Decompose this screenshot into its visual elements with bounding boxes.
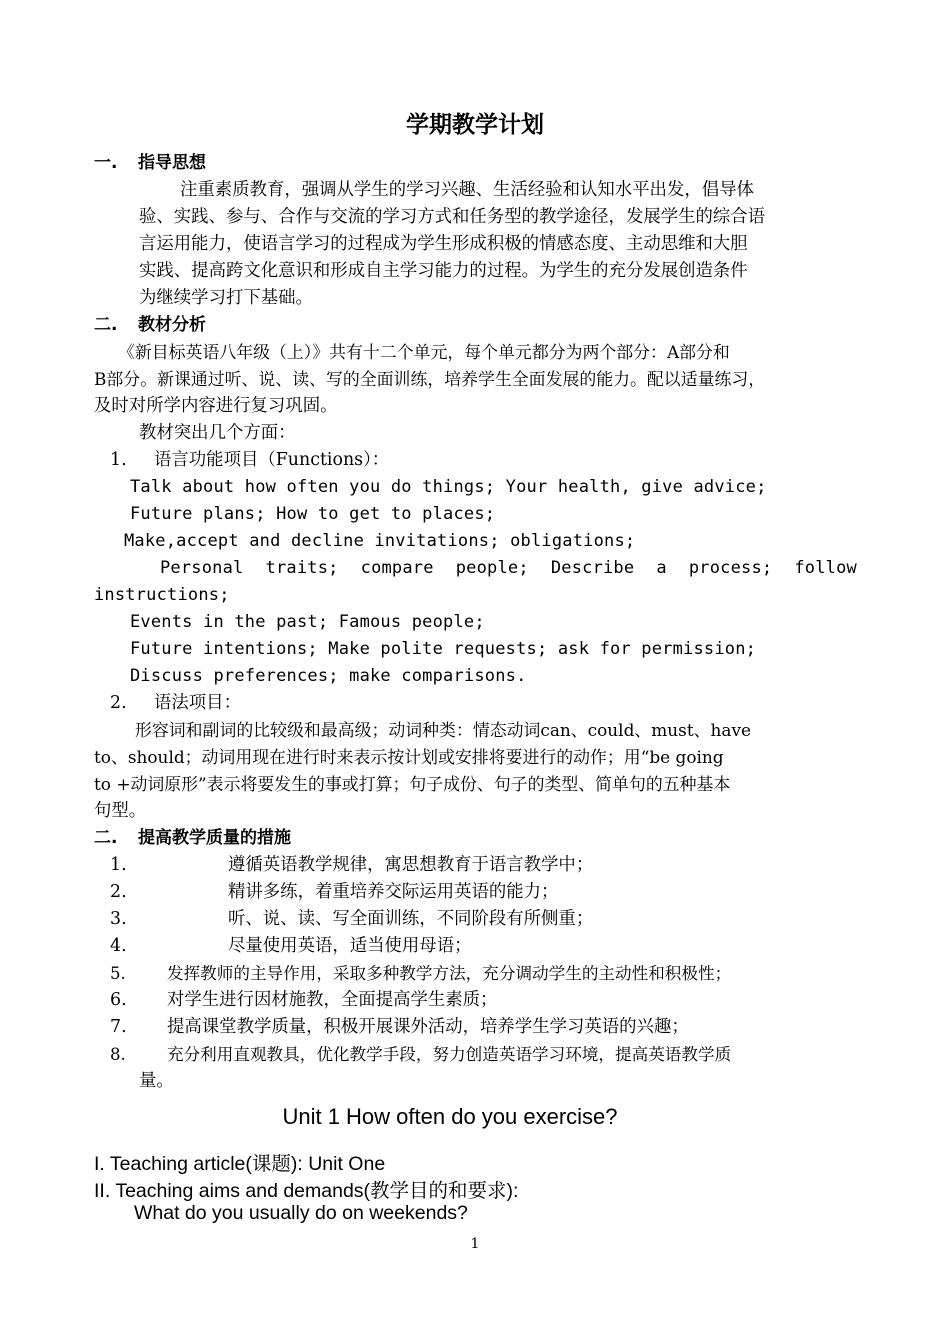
paragraph-line: 实践、提高跨文化意识和形成自主学习能力的过程。为学生的充分发展创造条件 [139,261,748,281]
function-line: Make,accept and decline invitations; obligations; [124,531,636,551]
paragraph-line: 注重素质教育，强调从学生的学习兴趣、生活经验和认知水平出发，倡导体 [180,180,754,200]
paragraph-line: 及时对所学内容进行复习巩固。 [94,396,338,416]
function-line: Future plans; How to get to places; [130,504,496,524]
list-item: 2. 精讲多练，着重培养交际运用英语的能力； [110,882,559,902]
paragraph-line: to +动词原形”表示将要发生的事或打算；句子成份、句子的类型、简单句的五种基本 [94,774,731,794]
function-line: Future intentions; Make polite requests; ask for permission; [130,639,757,659]
section-heading-3: 二. 提高教学质量的措施 [94,828,291,848]
list-item: 4. 尽量使用英语，适当使用母语； [110,936,472,956]
list-item: 3. 听、说、读、写全面训练，不同阶段有所侧重； [110,909,594,929]
unit-title: Unit 1 How often do you exercise? [282,1104,618,1129]
paragraph-line: 形容词和副词的比较级和最高级；动词种类：情态动词can、could、must、have [135,720,752,740]
section-heading-2: 二. 教材分析 [94,315,206,335]
list-item: 1. 语言功能项目（Functions）： [110,450,390,470]
paragraph-line: 《新目标英语八年级（上）》共有十二个单元，每个单元都分为两个部分：A部分和 [118,342,730,362]
list-item: 1. 遵循英语教学规律，寓思想教育于语言教学中； [110,855,594,875]
list-item: 2. 语法项目： [110,693,241,713]
section-heading-1: 一. 指导思想 [94,153,206,173]
list-item: 6. 对学生进行因材施教，全面提高学生素质； [110,990,498,1010]
page-title: 学期教学计划 [406,112,544,138]
paragraph-line: 验、实践、参与、合作与交流的学习方式和任务型的教学途径，发展学生的综合语 [139,207,766,227]
list-item: 5. 发挥教师的主导作用，采取多种教学方法，充分调动学生的主动性和积极性； [110,964,732,983]
lesson-line: II. Teaching aims and demands(教学目的和要求): [94,1180,519,1202]
function-line: Talk about how often you do things; Your health, give advice; [130,477,767,497]
paragraph-line: 句型。 [94,801,147,821]
paragraph-line: 教材突出几个方面： [139,423,296,443]
list-item: 8. 充分利用直观教具，优化教学手段，努力创造英语学习环境，提高英语教学质 [110,1045,732,1064]
function-line: Personal traits; compare people; Describe a process; follow [160,558,857,578]
lesson-line: What do you usually do on weekends? [134,1202,468,1224]
paragraph-line: 为继续学习打下基础。 [139,288,313,308]
lesson-line: I. Teaching article(课题): Unit One [94,1153,386,1175]
function-line: Events in the past; Famous people; [130,612,485,632]
paragraph-line: B部分。新课通过听、说、读、写的全面训练，培养学生全面发展的能力。配以适量练习， [94,369,766,389]
paragraph-line: 言运用能力，使语言学习的过程成为学生形成积极的情感态度、主动思维和大胆 [139,234,748,254]
list-item-continuation: 量。 [139,1071,174,1091]
page-number: 1 [470,1236,480,1252]
function-line: instructions; [94,585,230,605]
paragraph-line: to、should；动词用现在进行时来表示按计划或安排将要进行的动作；用“be going [94,747,724,767]
function-line: Discuss preferences; make comparisons. [130,666,527,686]
list-item: 7. 提高课堂教学质量，积极开展课外活动，培养学生学习英语的兴趣； [110,1017,689,1037]
